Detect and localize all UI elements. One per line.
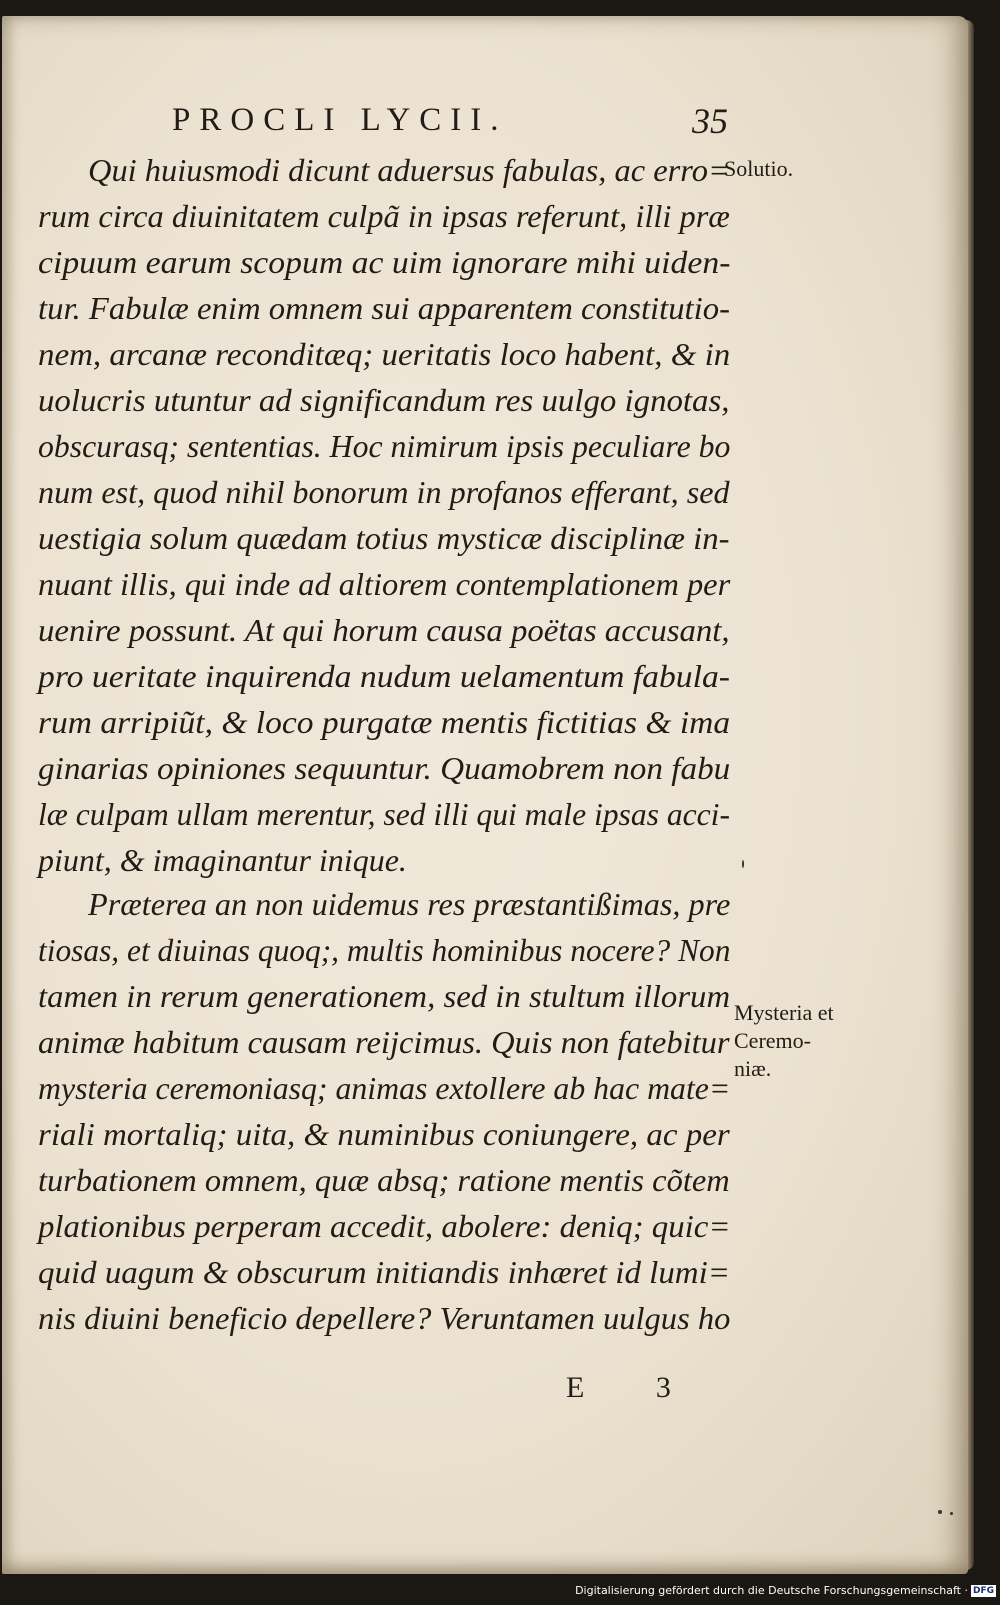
text-line: turbationem omnem, quæ absq; ratione mentis cõtem — [38, 1162, 730, 1198]
text-line: cipuum earum scopum ac uim ignorare mihi uiden- — [38, 244, 731, 280]
running-head: PROCLI LYCII. — [172, 102, 508, 138]
body-text — [2, 16, 968, 1574]
margin-note-mysteria-2: Ceremo- — [734, 1028, 811, 1053]
text-line: rum arripiũt, & loco purgatæ mentis fictitias & ima — [38, 704, 731, 740]
text-line: uestigia solum quædam totius mysticæ disciplinæ in- — [38, 520, 730, 556]
digitization-credit — [575, 1584, 996, 1597]
text-line: nem, arcanæ reconditæq; ueritatis loco habent, & in — [38, 336, 731, 372]
margin-note-solutio: Solutio. — [724, 156, 794, 181]
text-line: nis diuini beneficio depellere? Veruntamen uulgus ho — [38, 1300, 731, 1336]
margin-note-mysteria-1: Mysteria et — [734, 1000, 834, 1025]
book-page — [2, 16, 968, 1574]
text-line: obscurasq; sententias. Hoc nimirum ipsis peculiare bo — [38, 428, 731, 464]
dfg-logo: DFG — [972, 1585, 994, 1596]
text-line: animæ habitum causam reijcimus. Quis non fatebitur — [38, 1024, 730, 1060]
signature-mark: E 3 — [566, 1371, 703, 1404]
text-line: tiosas, et diuinas quoq;, multis hominibus nocere? Non — [38, 932, 731, 968]
text-line: pro ueritate inquirenda nudum uelamentum fabula- — [38, 658, 730, 694]
text-line: plationibus perperam accedit, abolere: deniq; quic= — [38, 1208, 731, 1244]
ink-speck — [938, 1510, 942, 1514]
text-line: quid uagum & obscurum initiandis inhæret id lumi= — [38, 1254, 730, 1290]
credit-text: Digitalisierung gefördert durch die Deutsche Forschungsgemeinschaft · — [575, 1584, 968, 1597]
text-line: ginarias opiniones sequuntur. Quamobrem non fabu — [38, 750, 731, 786]
text-line: num est, quod nihil bonorum in profanos efferant, sed — [38, 474, 730, 510]
text-line: tamen in rerum generationem, sed in stultum illorum — [38, 978, 731, 1014]
text-line: piunt, & imaginantur inique. — [38, 842, 407, 878]
text-line: Præterea an non uidemus res præstantißimas, pre — [88, 886, 731, 922]
margin-note-mysteria-3: niæ. — [734, 1056, 772, 1081]
folio-number: 35 — [692, 101, 728, 141]
text-line: tur. Fabulæ enim omnem sui apparentem constitutio- — [38, 290, 730, 326]
text-line: Qui huiusmodi dicunt aduersus fabulas, ac erro= — [88, 152, 730, 188]
text-line: læ culpam ullam merentur, sed illi qui male ipsas acci- — [38, 796, 730, 832]
ink-speck — [950, 1512, 953, 1515]
text-line: rum circa diuinitatem culpã in ipsas referunt, illi præ — [38, 198, 730, 234]
text-line: nuant illis, qui inde ad altiorem contemplationem per — [38, 566, 731, 602]
text-line: mysteria ceremoniasq; animas extollere ab hac mate= — [38, 1070, 731, 1106]
text-line: uenire possunt. At qui horum causa poëtas accusant, — [38, 612, 730, 648]
text-line: uolucris utuntur ad significandum res uulgo ignotas, — [38, 382, 730, 418]
ink-speck — [742, 860, 744, 868]
text-line: riali mortaliq; uita, & numinibus coniungere, ac per — [38, 1116, 730, 1152]
